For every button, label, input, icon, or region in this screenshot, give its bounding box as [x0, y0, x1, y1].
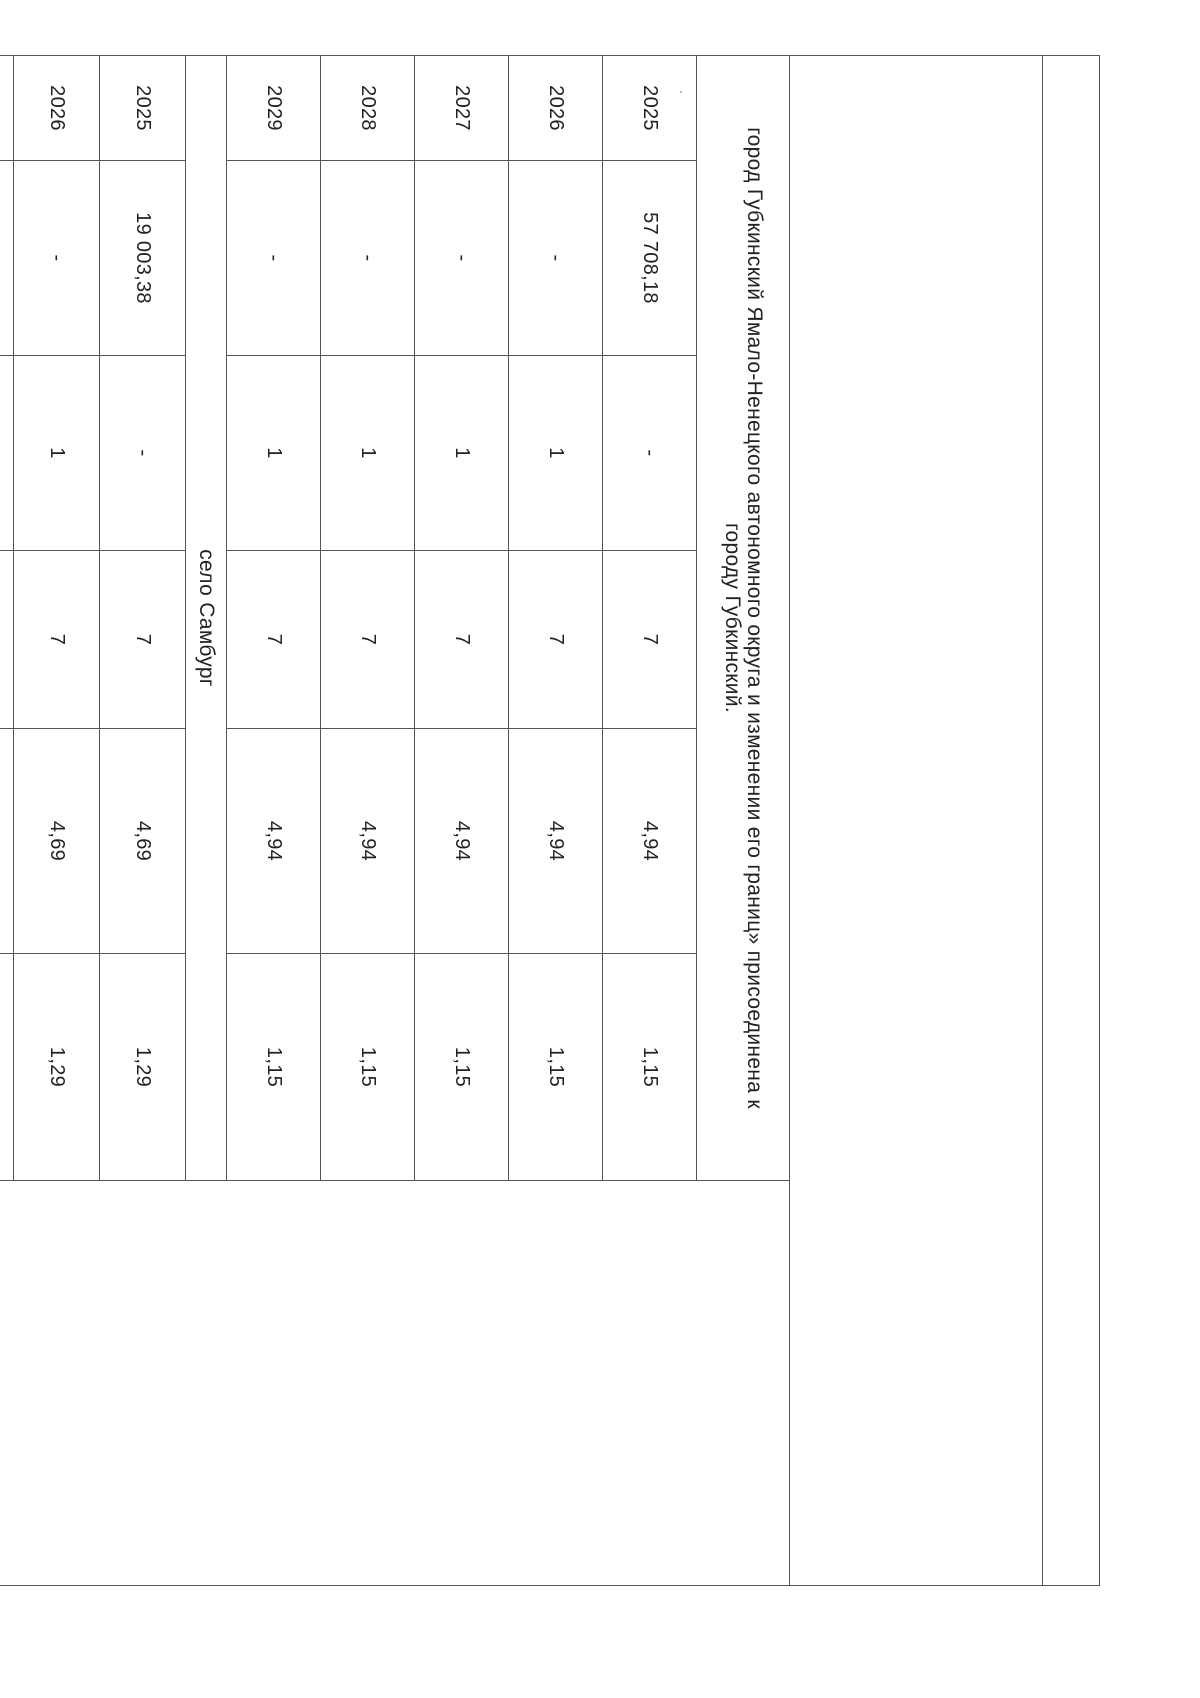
year-cell: 2025: [603, 56, 697, 161]
value-cell: [0, 729, 14, 954]
value-cell: [0, 551, 14, 729]
value-cell: -: [509, 161, 603, 356]
header-row-top: [1043, 56, 1100, 1586]
section-caption-row: [697, 56, 790, 1586]
header-cell-main: [790, 56, 1043, 1586]
value-cell: 1,15: [603, 954, 697, 1181]
value-cell: 7: [227, 551, 321, 729]
scan-speck: [680, 91, 682, 93]
section-caption: село Самбург: [186, 56, 227, 1181]
section-caption: город Губкинский Ямало-Ненецкого автономного округа и изменении его границ» присоединена к городу Губкинский.: [697, 56, 790, 1181]
year-cell: 2029: [227, 56, 321, 161]
value-cell: 7: [100, 551, 186, 729]
value-cell: 1: [14, 356, 100, 551]
value-cell: 1,15: [415, 954, 509, 1181]
year-cell: 2025: [100, 56, 186, 161]
data-table: [0, 55, 1100, 1586]
value-cell: 7: [509, 551, 603, 729]
value-cell: -: [14, 161, 100, 356]
value-cell: 4,94: [415, 729, 509, 954]
value-cell: 7: [415, 551, 509, 729]
value-cell: [0, 954, 14, 1181]
value-cell: 4,94: [509, 729, 603, 954]
value-cell: [0, 356, 14, 551]
value-cell: 7: [321, 551, 415, 729]
header-cell-top: [1043, 56, 1100, 1586]
year-cell: 2026: [14, 56, 100, 161]
blank-column: [0, 1181, 790, 1586]
value-cell: 4,69: [14, 729, 100, 954]
value-cell: 1,29: [14, 954, 100, 1181]
value-cell: [0, 161, 14, 356]
value-cell: 4,69: [100, 729, 186, 954]
value-cell: 4,94: [227, 729, 321, 954]
value-cell: -: [603, 356, 697, 551]
value-cell: 7: [14, 551, 100, 729]
value-cell: 57 708,18: [603, 161, 697, 356]
rotated-page: [46, 55, 1100, 1585]
value-cell: 1: [321, 356, 415, 551]
value-cell: -: [415, 161, 509, 356]
value-cell: 1,15: [321, 954, 415, 1181]
value-cell: 1: [227, 356, 321, 551]
year-cell: 2028: [321, 56, 415, 161]
year-cell: 2026: [509, 56, 603, 161]
value-cell: 19 003,38: [100, 161, 186, 356]
value-cell: -: [227, 161, 321, 356]
value-cell: 4,94: [321, 729, 415, 954]
year-cell: [0, 56, 14, 161]
value-cell: 1,15: [227, 954, 321, 1181]
value-cell: 4,94: [603, 729, 697, 954]
value-cell: 1: [509, 356, 603, 551]
value-cell: -: [321, 161, 415, 356]
value-cell: 7: [603, 551, 697, 729]
value-cell: 1,15: [509, 954, 603, 1181]
header-row-main: [790, 56, 1043, 1586]
value-cell: -: [100, 356, 186, 551]
year-cell: 2027: [415, 56, 509, 161]
value-cell: 1,29: [100, 954, 186, 1181]
value-cell: 1: [415, 356, 509, 551]
